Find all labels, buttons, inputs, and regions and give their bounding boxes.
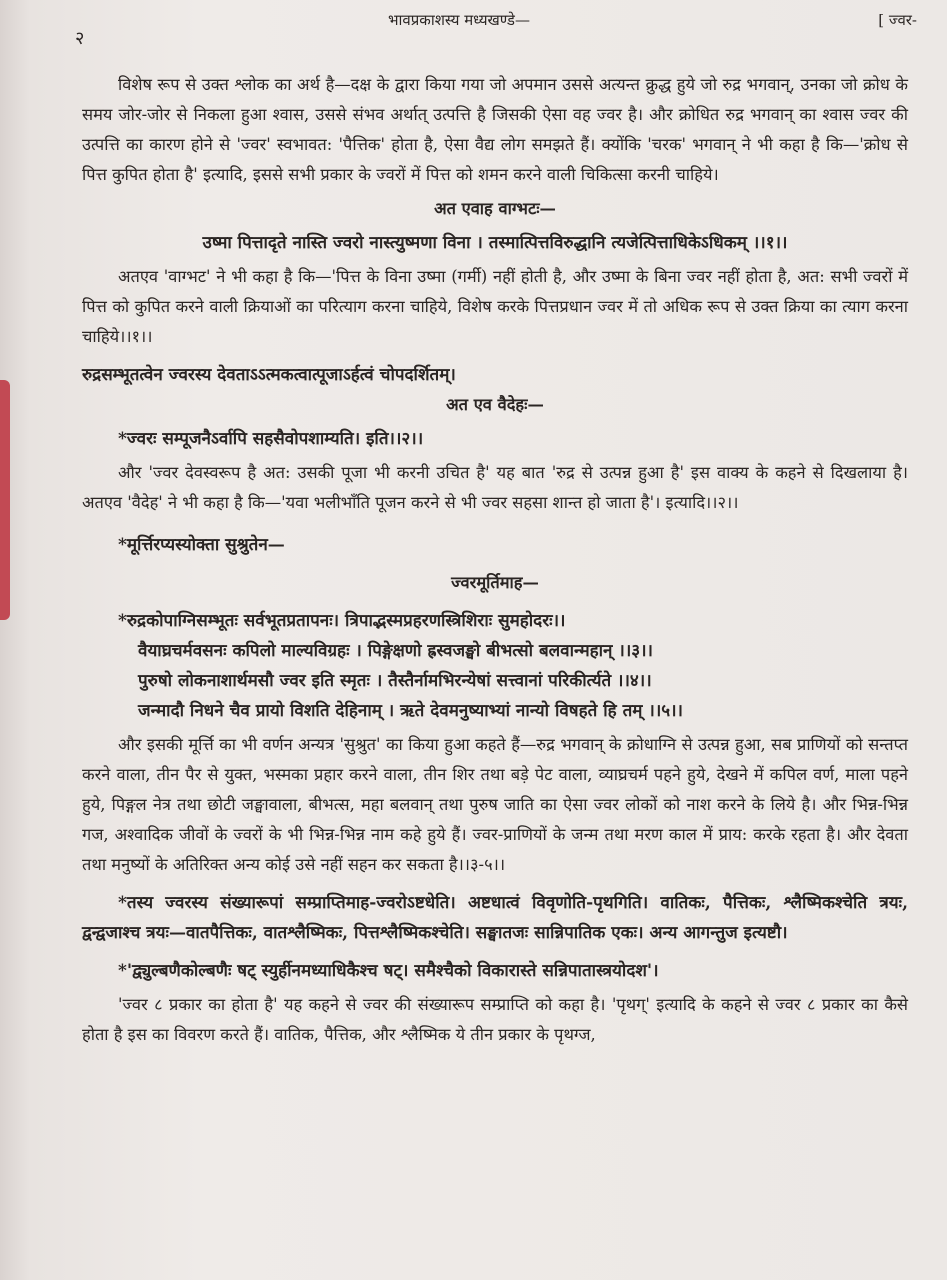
verse-6: *'द्व्युल्बणैकोल्बणैः षट् स्युर्हीनमध्याधिकैश्च षट्। समैश्चैको विकारास्ते सन्निपातास्त्रयोदश'। [118, 961, 659, 981]
verse-4: *मूर्त्तिरप्यस्योक्ता सुश्रुतेन— [118, 535, 285, 555]
shloka-line-2: वैयाघ्रचर्मवसनः कपिलो माल्यविग्रहः । पिङ्गेक्षणो ह्रस्वजङ्घो बीभत्सो बलवान्महान् ।।३।। [138, 641, 653, 661]
running-title: भावप्रकाशस्य मध्यखण्डे— [388, 11, 530, 29]
heading-jvaramurti: ज्वरमूर्तिमाह— [451, 573, 539, 592]
commentary-paragraph-5: 'ज्वर ८ प्रकार का होता है' यह कहने से ज्वर की संख्यारूप सम्प्राप्ति को कहा है। 'पृथग्' इत्यादि के कहने से ज्वर ८ प्रकार का कैसे होता है इस का विवरण करते हैं। वातिक, पैत्तिक, और श्लैष्मिक ये तीन प्रकार के पृथग्ज, [82, 995, 908, 1044]
shloka-line-3: पुरुषो लोकनाशार्थमसौ ज्वर इति स्मृतः । तैस्तैर्नामभिरन्येषां सत्त्वानां परिकीर्त्यते ।।४।। [138, 671, 652, 691]
commentary-paragraph-4: और इसकी मूर्त्ति का भी वर्णन अन्यत्र 'सुश्रुत' का किया हुआ कहते हैं—रुद्र भगवान् के क्रोधाग्नि से उत्पन्न हुआ, सब प्राणियों को सन्तप्त करने वाला, तीन पैर से युक्त, भस्मका प्रहार करने वाला, तीन शिर तथा बड़े पेट वाला, व्याघ्रचर्म पहने हुये, देखने में कपिल वर्ण, माला पहने हुये, पिङ्गल नेत्र तथा छोटी जङ्घावाला, बीभत्स, महा बलवान् तथा पुरुष जाति का ऐसा ज्वर लोकों को नाश करने के लिये है। और भिन्न-भिन्न गज, अश्वादिक जीवों के ज्वरों के भी भिन्न-भिन्न नाम कहे हुये हैं। ज्वर-प्राणियों के जन्म तथा मरण काल में प्राय: करके रहता है। और देवता तथा मनुष्यों के अतिरिक्त अन्य कोई उसे नहीं सहन कर सकता है।।३-५।। [82, 735, 908, 874]
verse-3: *ज्वरः सम्पूजनैऽर्वापि सहसैवोपशाम्यति। इति।।२।। [118, 429, 424, 449]
page-number: २ [75, 28, 85, 49]
shloka-line-1: *रुद्रकोपाग्निसम्भूतः सर्वभूतप्रतापनः। त्रिपाद्भस्मप्रहरणस्त्रिशिराः सुमहोदरः।। [118, 611, 566, 631]
commentary-paragraph-3: और 'ज्वर देवस्वरूप है अत: उसकी पूजा भी करनी उचित है' यह बात 'रुद्र से उत्पन्न हुआ है' इस वाक्य के कहने से दिखलाया है। अतएव 'वैदेह' ने भी कहा है कि—'यवा भलीभाँति पूजन करने से भी ज्वर सहसा शान्त हो जाता है'। इत्यादि।।२।। [82, 463, 908, 512]
verse-1: उष्मा पित्तादृते नास्ति ज्वरो नास्त्युष्मणा विना । तस्मात्पित्तविरुद्धानि त्यजेत्पित्ताधिकेऽधिकम् ।।१।। [202, 233, 788, 253]
heading-vagbhata: अत एवाह वाग्भटः— [434, 199, 556, 218]
verse-2: रुद्रसम्भूतत्वेन ज्वरस्य देवताऽऽत्मकत्वात्पूजाऽर्हत्वं चोपदर्शितम्। [82, 365, 456, 385]
shloka-line-4: जन्मादौ निधने चैव प्रायो विशति देहिनाम् । ऋते देवमनुष्याभ्यां नान्यो विषहते हि तम् ।।५।। [138, 701, 683, 721]
commentary-paragraph-1: विशेष रूप से उक्त श्लोक का अर्थ है—दक्ष के द्वारा किया गया जो अपमान उससे अत्यन्त क्रुद्ध हुये जो रुद्र भगवान्, उनका जो क्रोध के समय जोर-जोर से निकला हुआ श्वास, उससे संभव अर्थात् उत्पत्ति है जिसकी ऐसा वह ज्वर है। और क्रोधित रुद्र भगवान् का श्वास ज्वर की उत्पत्ति का कारण होने से 'ज्वर' स्वभावत: 'पैत्तिक' होता है, ऐसा वैद्य लोग समझते हैं। क्योंकि 'चरक' भगवान् ने भी कहा है कि—'क्रोध से पित्त कुपित होता है' इत्यादि, इससे सभी प्रकार के ज्वरों में पित्त को शमन करने वाली चिकित्सा करनी चाहिये। [82, 75, 908, 184]
section-marker: [ ज्वर- [878, 11, 917, 29]
page-header [70, 8, 927, 49]
binding-edge [0, 380, 10, 620]
commentary-paragraph-2: अतएव 'वाग्भट' ने भी कहा है कि—'पित्त के विना उष्मा (गर्मी) नहीं होती है, और उष्मा के बिना ज्वर नहीं होता है, अत: सभी ज्वरों में पित्त को कुपित करने वाली क्रियाओं का परित्याग करना चाहिये, विशेष करके पित्तप्रधान ज्वर में तो अधिक रूप से उक्त क्रिया का त्याग करना चाहिये।।१।। [82, 267, 908, 346]
page-body [82, 70, 908, 1050]
verse-5: *तस्य ज्वरस्य संख्यारूपां सम्प्राप्तिमाह-ज्वरोऽष्टधेति। अष्टधात्वं विवृणोति-पृथगिति। वातिकः, पैत्तिकः, श्लैष्मिकश्चेति त्रयः, द्वन्द्वजाश्च त्रयः—वातपैत्तिकः, वातश्लैष्मिकः, पित्तश्लैष्मिकश्चेति। सङ्घातजः सान्निपातिक एकः। अन्य आगन्तुज इत्यष्टौ। [82, 893, 908, 943]
heading-vaideha: अत एव वैदेहः— [446, 395, 544, 414]
